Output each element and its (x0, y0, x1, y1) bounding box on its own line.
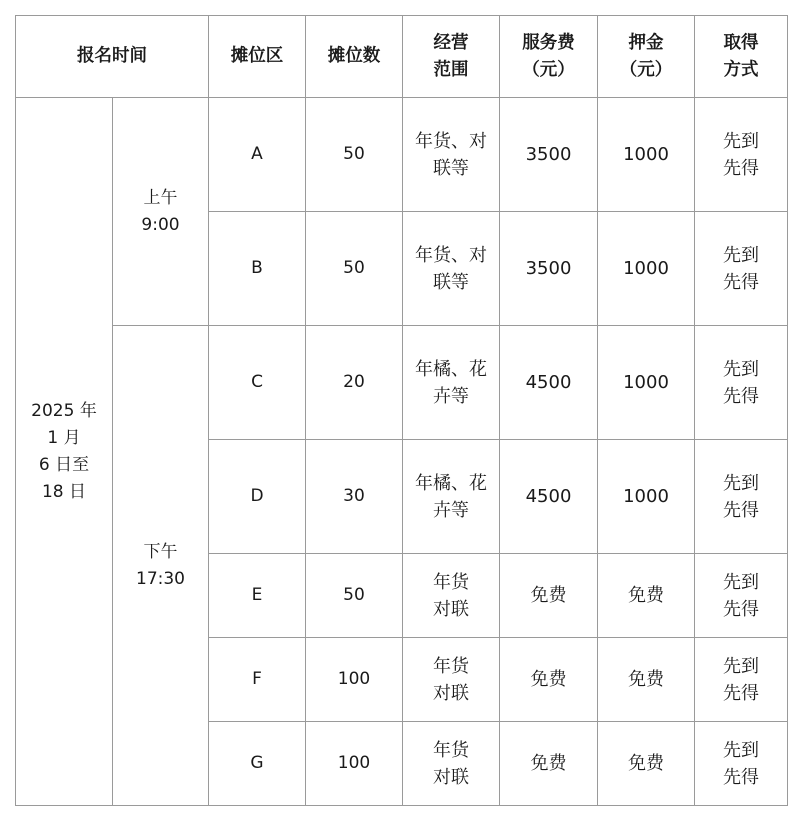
business-scope-line2: 卉等 (433, 385, 469, 407)
period-pm-cell (113, 326, 209, 806)
service-fee-cell: 免费 (500, 554, 598, 638)
business-scope-line1: 年货、对 (415, 130, 487, 152)
business-scope-line1: 年货、对 (415, 244, 487, 266)
period-pm-line1: 下午 (143, 541, 178, 562)
acquisition-method-cell (695, 638, 788, 722)
header-deposit (598, 16, 695, 98)
zone-cell: E (209, 554, 306, 638)
acquisition-method-line2: 先得 (723, 682, 759, 704)
service-fee-cell: 免费 (500, 722, 598, 806)
header-service-fee-line1: 服务费 (522, 32, 575, 53)
business-scope-line1: 年货 (433, 655, 469, 677)
header-stall-count: 摊位数 (306, 16, 403, 98)
acquisition-method-line1: 先到 (723, 358, 759, 380)
header-acquisition-method-line1: 取得 (723, 32, 759, 53)
acquisition-method-line2: 先得 (723, 385, 759, 407)
zone-cell: A (209, 98, 306, 212)
business-scope-cell (403, 638, 500, 722)
business-scope-line2: 对联 (433, 598, 469, 620)
registration-date-line: 2025 年 (31, 400, 97, 421)
header-acquisition-method-line2: 方式 (723, 59, 759, 80)
business-scope-line1: 年货 (433, 571, 469, 593)
registration-date-cell (16, 98, 113, 806)
business-scope-cell (403, 722, 500, 806)
deposit-cell: 免费 (598, 638, 695, 722)
stall-count-cell: 30 (306, 440, 403, 554)
acquisition-method-line1: 先到 (723, 571, 759, 593)
registration-date-line: 6 日至 (38, 454, 90, 475)
stall-count-cell: 100 (306, 722, 403, 806)
acquisition-method-line1: 先到 (723, 472, 759, 494)
deposit-cell: 1000 (598, 326, 695, 440)
registration-date-line: 1 月 (47, 427, 81, 448)
service-fee-cell: 3500 (500, 98, 598, 212)
service-fee-cell: 4500 (500, 326, 598, 440)
business-scope-cell (403, 98, 500, 212)
period-am-cell (113, 98, 209, 326)
business-scope-line1: 年橘、花 (415, 358, 487, 380)
stall-count-cell: 100 (306, 638, 403, 722)
zone-cell: G (209, 722, 306, 806)
business-scope-line2: 联等 (433, 157, 469, 179)
header-business-scope-line2: 范围 (433, 59, 469, 80)
acquisition-method-line2: 先得 (723, 157, 759, 179)
acquisition-method-line1: 先到 (723, 655, 759, 677)
acquisition-method-line1: 先到 (723, 739, 759, 761)
stall-count-cell: 50 (306, 98, 403, 212)
business-scope-cell (403, 212, 500, 326)
registration-date-line: 18 日 (41, 481, 87, 502)
business-scope-line1: 年货 (433, 739, 469, 761)
header-service-fee (500, 16, 598, 98)
acquisition-method-cell (695, 554, 788, 638)
acquisition-method-cell (695, 98, 788, 212)
header-deposit-line2: （元） (619, 59, 673, 80)
business-scope-cell (403, 554, 500, 638)
acquisition-method-line2: 先得 (723, 598, 759, 620)
acquisition-method-cell (695, 212, 788, 326)
business-scope-cell (403, 440, 500, 554)
table-row (16, 98, 788, 212)
stall-count-cell: 50 (306, 212, 403, 326)
business-scope-line1: 年橘、花 (415, 472, 487, 494)
acquisition-method-line1: 先到 (723, 244, 759, 266)
service-fee-cell: 4500 (500, 440, 598, 554)
business-scope-line2: 对联 (433, 682, 469, 704)
business-scope-line2: 对联 (433, 766, 469, 788)
acquisition-method-line2: 先得 (723, 766, 759, 788)
business-scope-line2: 联等 (433, 271, 469, 293)
deposit-cell: 1000 (598, 98, 695, 212)
business-scope-cell (403, 326, 500, 440)
header-deposit-line1: 押金 (628, 32, 664, 53)
header-business-scope (403, 16, 500, 98)
period-pm-line2: 17:30 (136, 568, 185, 589)
header-zone: 摊位区 (209, 16, 306, 98)
acquisition-method-line2: 先得 (723, 499, 759, 521)
deposit-cell: 1000 (598, 212, 695, 326)
stall-count-cell: 50 (306, 554, 403, 638)
zone-cell: F (209, 638, 306, 722)
header-service-fee-line2: （元） (522, 59, 575, 80)
acquisition-method-cell (695, 440, 788, 554)
header-business-scope-line1: 经营 (433, 32, 469, 53)
header-row (16, 16, 788, 98)
period-am-line1: 上午 (143, 187, 178, 208)
acquisition-method-cell (695, 326, 788, 440)
deposit-cell: 免费 (598, 554, 695, 638)
acquisition-method-cell (695, 722, 788, 806)
table-row (16, 326, 788, 440)
zone-cell: D (209, 440, 306, 554)
header-acquisition-method (695, 16, 788, 98)
service-fee-cell: 免费 (500, 638, 598, 722)
zone-cell: C (209, 326, 306, 440)
stall-table (15, 15, 788, 806)
period-am-line2: 9:00 (141, 214, 180, 235)
header-registration-time: 报名时间 (16, 16, 209, 98)
business-scope-line2: 卉等 (433, 499, 469, 521)
service-fee-cell: 3500 (500, 212, 598, 326)
zone-cell: B (209, 212, 306, 326)
acquisition-method-line2: 先得 (723, 271, 759, 293)
deposit-cell: 1000 (598, 440, 695, 554)
deposit-cell: 免费 (598, 722, 695, 806)
stall-count-cell: 20 (306, 326, 403, 440)
stall-table-container (15, 15, 788, 806)
acquisition-method-line1: 先到 (723, 130, 759, 152)
